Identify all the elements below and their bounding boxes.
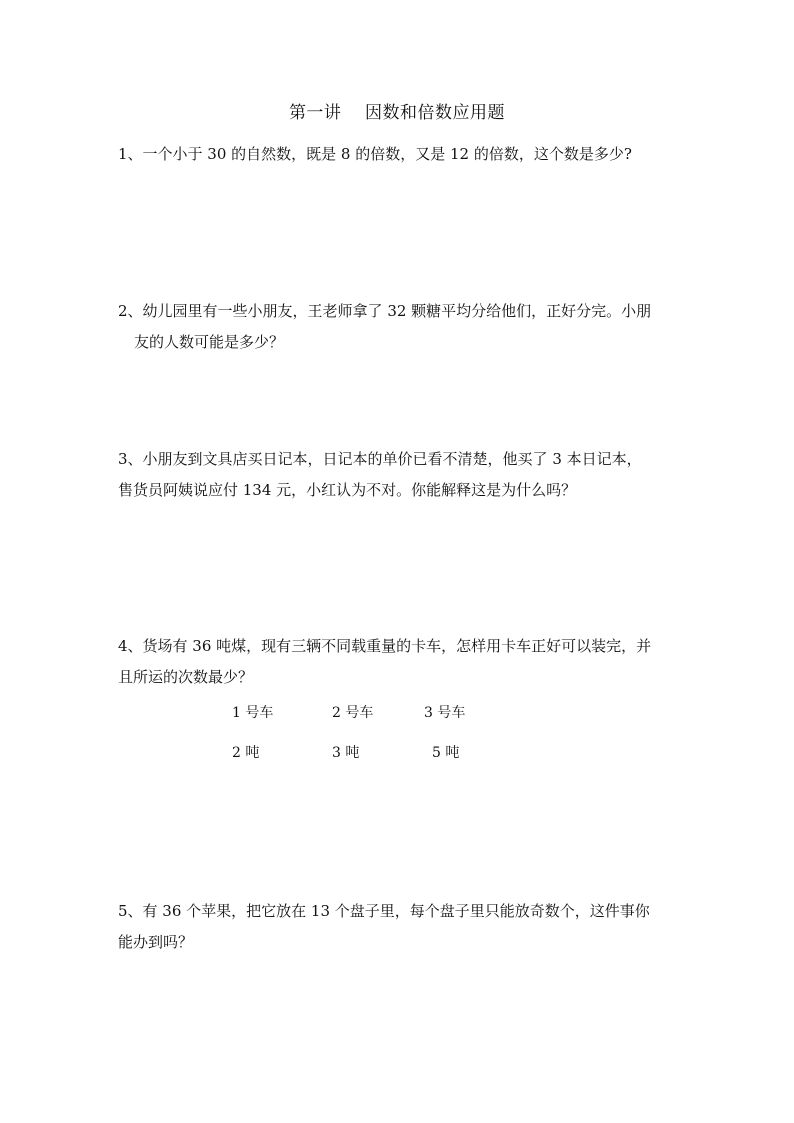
question-2-line-2: 友的人数可能是多少？ bbox=[134, 333, 285, 351]
truck-name-3: 3 号车 bbox=[424, 705, 466, 721]
question-4-line-2: 且所运的次数最少？ bbox=[118, 668, 254, 686]
question-3-line-2: 售货员阿姨说应付 134 元，小红认为不对。你能解释这是为什么吗？ bbox=[118, 481, 577, 499]
question-4-line-1: 4、货场有 36 吨煤，现有三辆不同载重量的卡车，怎样用卡车正好可以装完，并 bbox=[118, 637, 652, 655]
question-1-line-1: 1、一个小于 30 的自然数，既是 8 的倍数，又是 12 的倍数，这个数是多少? bbox=[118, 145, 632, 163]
question-5-line-2: 能办到吗？ bbox=[118, 933, 194, 951]
question-4 bbox=[118, 631, 678, 693]
truck-name-2: 2 号车 bbox=[332, 705, 374, 721]
question-2-line-1: 2、幼儿园里有一些小朋友，王老师拿了 32 颗糖平均分给他们，正好分完。小朋 bbox=[118, 302, 652, 320]
truck-load-2: 3 吨 bbox=[332, 745, 360, 761]
question-5-line-1: 5、有 36 个苹果，把它放在 13 个盘子里，每个盘子里只能放奇数个，这件事你 bbox=[118, 902, 650, 920]
truck-load-3: 5 吨 bbox=[432, 745, 460, 761]
question-3 bbox=[118, 444, 678, 506]
question-5 bbox=[118, 896, 678, 958]
question-1 bbox=[118, 139, 678, 170]
question-2 bbox=[118, 296, 678, 358]
truck-name-1: 1 号车 bbox=[232, 705, 274, 721]
page-title: 第一讲 因数和倍数应用题 bbox=[288, 103, 506, 123]
truck-load-1: 2 吨 bbox=[232, 745, 260, 761]
question-3-line-1: 3、小朋友到文具店买日记本，日记本的单价已看不清楚，他买了 3 本日记本， bbox=[118, 450, 642, 468]
